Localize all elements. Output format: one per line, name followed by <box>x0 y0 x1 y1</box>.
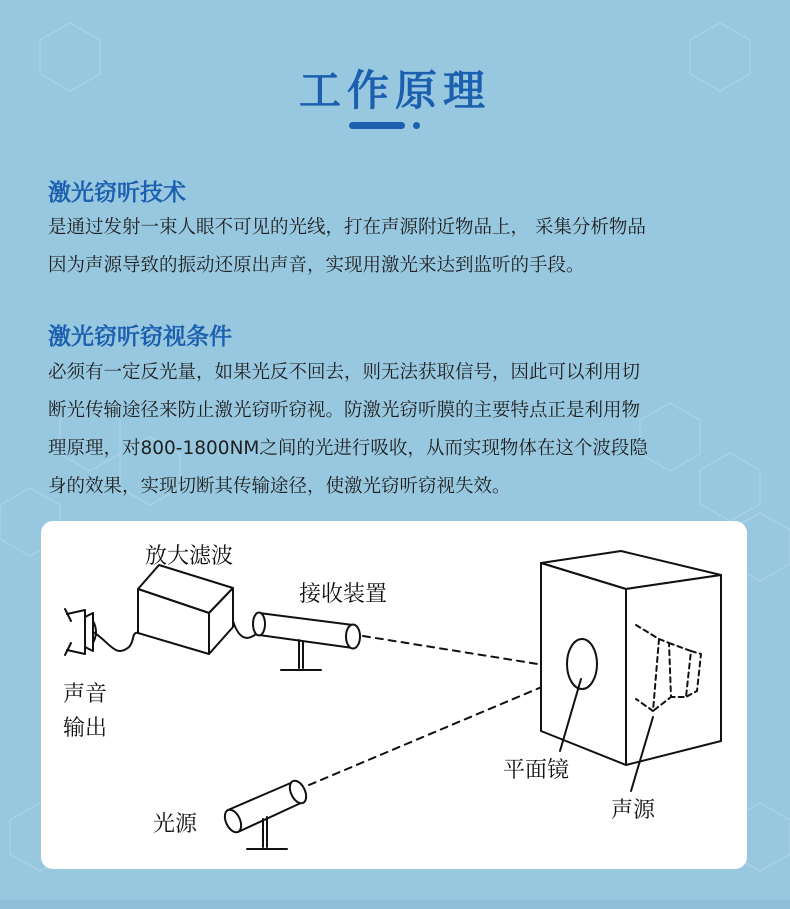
filter-box <box>138 565 233 654</box>
section2-line: 必须有一定反光量，如果光反不回去，则无法获取信号，因此可以利用切 <box>48 362 641 383</box>
label-filter: 放大滤波 <box>145 544 234 569</box>
laser-eavesdropping-diagram <box>41 521 747 869</box>
section1-paragraph <box>48 209 748 285</box>
title-underline-decoration <box>349 122 429 132</box>
cable-speaker-filter <box>93 632 139 651</box>
speaker-icon <box>65 609 96 655</box>
section2-heading: 激光窃听窃视条件 <box>48 324 232 350</box>
section2-line: 断光传输途径来防止激光窃听窃视。防激光窃听膜的主要特点正是利用物 <box>48 400 641 421</box>
label-sound-source: 声源 <box>611 798 656 823</box>
section1-line: 因为声源导致的振动还原出声音，实现用激光来达到监听的手段。 <box>48 255 585 276</box>
page-title: 工作原理 <box>298 66 491 115</box>
underline-dot <box>413 122 420 129</box>
section2-line: 身的效果，实现切断其传输途径，使激光窃听窃视失效。 <box>48 476 511 497</box>
diagram-card <box>41 521 747 869</box>
section2-line: 理原理，对800-1800NM之间的光进行吸收，从而实现物体在这个波段隐 <box>48 438 648 459</box>
label-light-source: 光源 <box>153 812 198 837</box>
label-audio-line2: 输出 <box>63 716 108 741</box>
receiver-tube <box>253 613 360 671</box>
label-audio-line1: 声音 <box>63 682 108 707</box>
label-receiver: 接收装置 <box>299 582 388 607</box>
light-source-tube <box>222 778 310 849</box>
section1-line: 是通过发射一束人眼不可见的光线，打在声源附近物品上， 采集分析物品 <box>48 217 646 238</box>
section1-heading: 激光窃听技术 <box>48 180 186 206</box>
mirror-ellipse <box>567 639 597 689</box>
section2-paragraph <box>48 354 748 506</box>
reflected-beam <box>363 636 569 669</box>
label-mirror: 平面镜 <box>503 758 570 783</box>
underline-bar <box>349 122 405 129</box>
bottom-band <box>0 900 790 909</box>
